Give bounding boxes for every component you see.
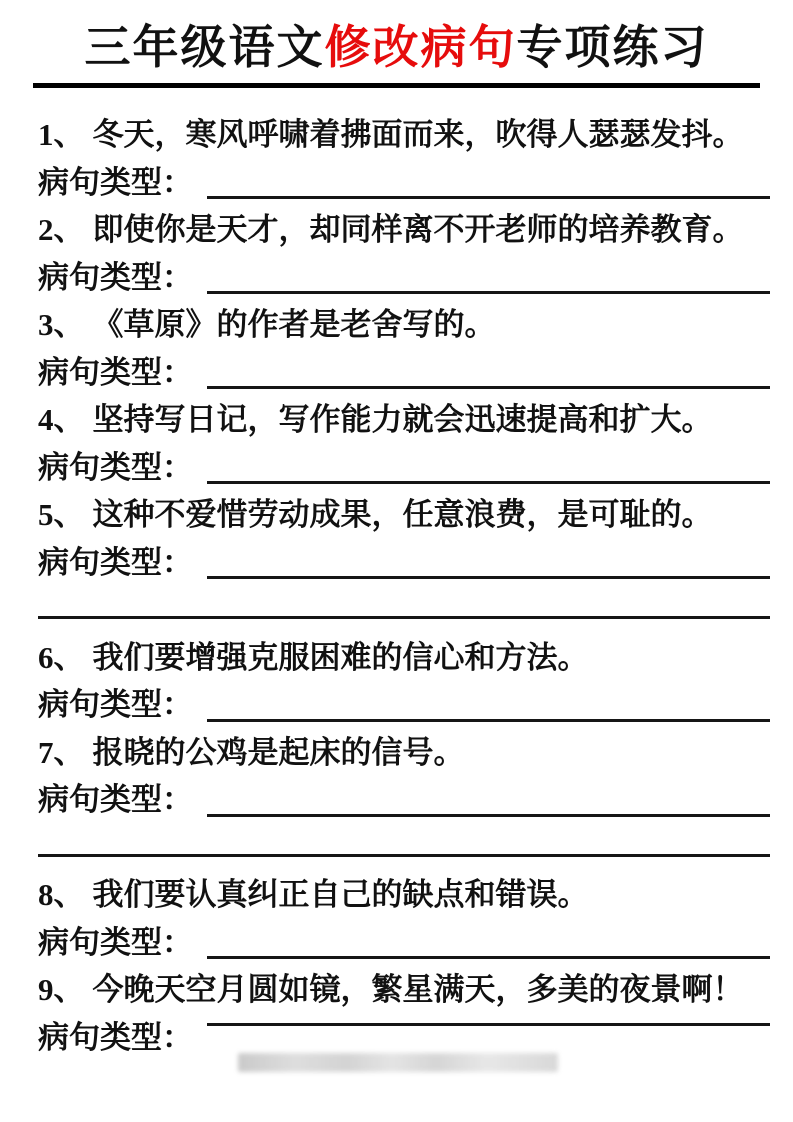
answer-blank-line [207,956,770,959]
type-row-9-cutoff [38,1014,770,1055]
exercise-text: 冬天，寒风呼啸着拂面而来，吹得人瑟瑟发抖。 [92,117,744,152]
title-highlight: 修改病句 [324,22,517,73]
type-label: 病句类型： [38,687,193,722]
exercise-number: 8、 [38,877,85,912]
exercise-number: 3、 [38,307,85,342]
watermark [238,1053,558,1072]
exercise-number: 1、 [38,117,85,152]
type-label: 病句类型： [38,1019,193,1055]
type-row-4 [38,444,770,492]
type-row-2 [38,254,770,302]
type-row-5 [38,539,770,587]
worksheet-header [0,0,793,88]
answer-blank-line [207,481,770,484]
answer-continuation-row [38,824,770,872]
type-label: 病句类型： [38,782,193,817]
type-label: 病句类型： [38,164,193,200]
exercise-sentence-6 [38,634,770,682]
answer-blank-line [207,576,770,579]
exercise-text: 我们要增强克服困难的信心和方法。 [92,639,589,675]
type-row-8 [38,919,770,967]
exercise-text: 这种不爱惜劳动成果，任意浪费，是可耻的。 [92,497,713,532]
type-label: 病句类型： [38,924,193,960]
title-rule [33,83,760,88]
exercise-number: 4、 [38,402,85,437]
exercise-text: 报晓的公鸡是起床的信号。 [92,734,465,770]
exercise-sentence-8 [38,871,770,919]
exercise-text: 《草原》的作者是老舍写的。 [92,307,496,342]
worksheet-title [0,20,793,76]
title-suffix: 专项练习 [516,22,709,73]
type-row-3 [38,349,770,397]
type-row-6 [38,681,770,729]
type-label: 病句类型： [38,449,193,485]
answer-blank-line [207,196,770,199]
exercise-number: 6、 [38,639,85,675]
exercise-number: 7、 [38,734,85,770]
answer-continuation-line [38,586,770,619]
exercise-text: 坚持写日记，写作能力就会迅速提高和扩大。 [92,402,713,437]
exercise-text: 我们要认真纠正自己的缺点和错误。 [92,877,589,912]
exercise-sentence-3 [38,301,770,349]
type-row-1 [38,159,770,207]
answer-continuation-line [38,824,770,857]
type-label: 病句类型： [38,354,193,390]
answer-blank-line [207,1023,770,1026]
answer-blank-line [207,814,770,817]
answer-continuation-row [38,586,770,634]
exercise-sentence-5 [38,491,770,539]
type-label: 病句类型： [38,544,193,580]
type-row-7 [38,776,770,824]
type-label: 病句类型： [38,259,193,295]
answer-blank-line [207,719,770,722]
exercise-sentence-1 [38,111,770,159]
exercise-text: 今晚天空月圆如镜，繁星满天，多美的夜景啊！ [92,972,744,1007]
exercise-number: 2、 [38,212,85,247]
exercise-list [0,111,793,1055]
title-prefix: 三年级语文 [84,22,325,73]
exercise-sentence-2 [38,206,770,254]
answer-blank-line [207,291,770,294]
exercise-sentence-7 [38,729,770,777]
exercise-sentence-4 [38,396,770,444]
answer-blank-line [207,386,770,389]
exercise-number: 5、 [38,497,85,532]
exercise-sentence-9 [38,966,770,1014]
exercise-text: 即使你是天才，却同样离不开老师的培养教育。 [92,212,744,247]
exercise-number: 9、 [38,972,85,1007]
